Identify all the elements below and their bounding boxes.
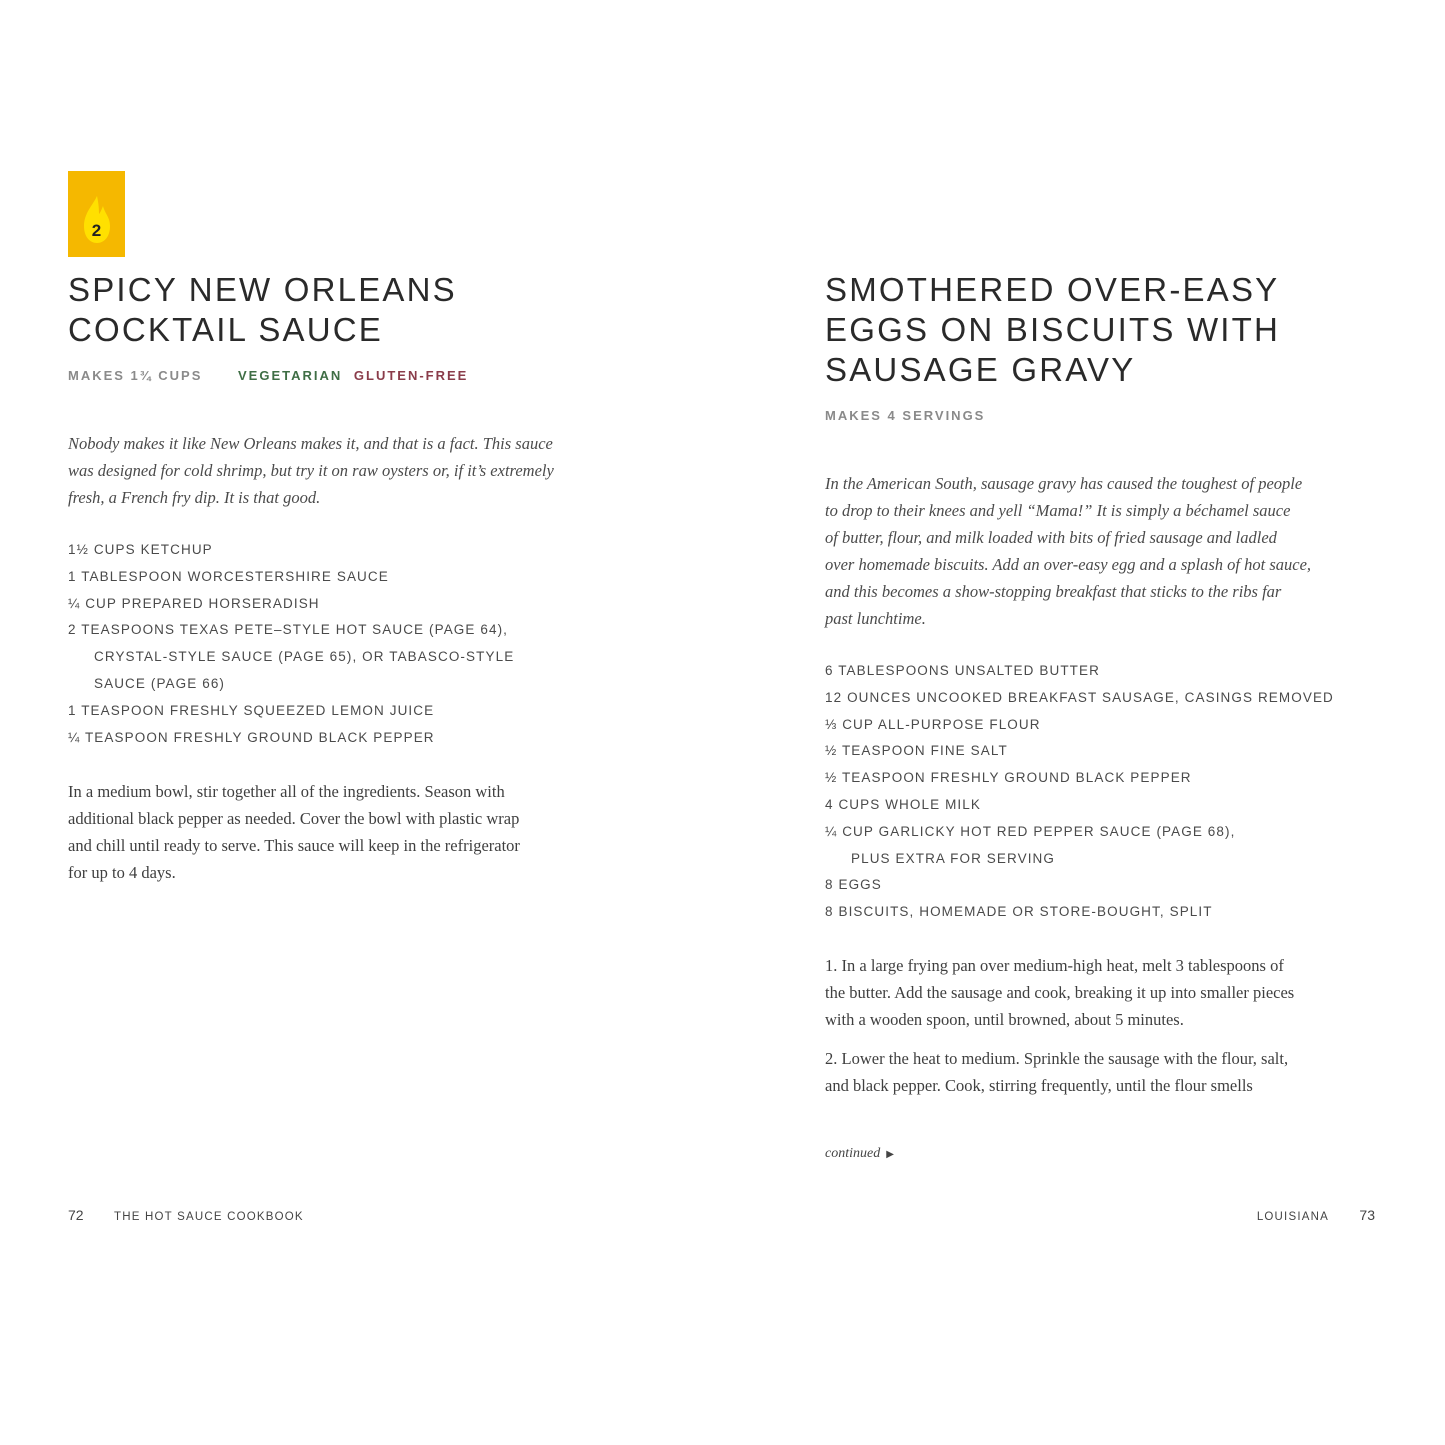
intro-line: fresh, a French fry dip. It is that good. bbox=[68, 488, 321, 507]
ingredient-item: 2 TEASPOONS TEXAS PETE–STYLE HOT SAUCE (PAGE 64), bbox=[68, 622, 509, 638]
intro-line: of butter, flour, and milk loaded with bits of fried sausage and ladled bbox=[825, 528, 1277, 547]
ingredient-item: ¼ CUP PREPARED HORSERADISH bbox=[68, 595, 320, 611]
method-line: with a wooden spoon, until browned, about 5 minutes. bbox=[825, 1010, 1184, 1029]
right-footer bbox=[1257, 1207, 1375, 1225]
ingredient-list bbox=[68, 537, 514, 751]
running-head: THE HOT SAUCE COOKBOOK bbox=[114, 1211, 304, 1223]
ingredient-item: 1½ CUPS KETCHUP bbox=[68, 542, 213, 557]
continued-marker bbox=[825, 1146, 894, 1162]
page-number: 72 bbox=[68, 1207, 84, 1223]
method-line: additional black pepper as needed. Cover the bowl with plastic wrap bbox=[68, 809, 520, 828]
ingredient-item: ½ TEASPOON FINE SALT bbox=[825, 743, 1008, 759]
method-line: the butter. Add the sausage and cook, breaking it up into smaller pieces bbox=[825, 983, 1295, 1002]
ingredient-item-continued: SAUCE (PAGE 66) bbox=[94, 675, 226, 691]
recipe-title bbox=[68, 270, 457, 350]
ingredient-item: 12 OUNCES UNCOOKED BREAKFAST SAUSAGE, CASINGS REMOVED bbox=[825, 689, 1334, 705]
ingredient-item: ½ TEASPOON FRESHLY GROUND BLACK PEPPER bbox=[825, 770, 1192, 786]
ingredient-item: 4 CUPS WHOLE MILK bbox=[825, 796, 981, 812]
running-head: LOUISIANA bbox=[1256, 1211, 1329, 1223]
method-line: and black pepper. Cook, stirring frequently, until the flour smells bbox=[825, 1076, 1253, 1095]
gluten-free-tag: GLUTEN-FREE bbox=[353, 368, 469, 383]
intro-line: In the American South, sausage gravy has caused the toughest of people bbox=[825, 474, 1303, 493]
recipe-intro bbox=[68, 430, 554, 511]
page-number: 73 bbox=[1359, 1207, 1375, 1223]
title-line: SPICY NEW ORLEANS bbox=[68, 271, 457, 308]
ingredient-item: 1 TABLESPOON WORCESTERSHIRE SAUCE bbox=[68, 568, 389, 584]
method-line: In a medium bowl, stir together all of the ingredients. Season with bbox=[68, 782, 505, 801]
recipe-intro bbox=[825, 470, 1311, 632]
ingredient-item: ¼ TEASPOON FRESHLY GROUND BLACK PEPPER bbox=[68, 729, 435, 745]
ingredient-list bbox=[825, 658, 1334, 926]
ingredient-item: 8 EGGS bbox=[825, 877, 882, 893]
recipe-meta bbox=[825, 408, 985, 423]
left-footer bbox=[68, 1207, 304, 1225]
yield-label: MAKES 4 SERVINGS bbox=[825, 408, 986, 423]
ingredient-item-continued: PLUS EXTRA FOR SERVING bbox=[851, 850, 1055, 866]
recipe-meta bbox=[68, 368, 468, 383]
ingredient-item: 8 BISCUITS, HOMEMADE OR STORE-BOUGHT, SPLIT bbox=[825, 904, 1213, 920]
heat-level-badge bbox=[68, 171, 125, 257]
title-line: SAUSAGE GRAVY bbox=[825, 351, 1136, 388]
method-line: 2. Lower the heat to medium. Sprinkle the sausage with the flour, salt, bbox=[825, 1049, 1289, 1068]
ingredient-item: 6 TABLESPOONS UNSALTED BUTTER bbox=[825, 663, 1100, 678]
intro-line: past lunchtime. bbox=[825, 609, 926, 628]
ingredient-item-continued: CRYSTAL-STYLE SAUCE (PAGE 65), OR TABASCO-STYLE bbox=[94, 649, 515, 665]
heat-level-number: 2 bbox=[91, 221, 102, 240]
method-line: and chill until ready to serve. This sauce will keep in the refrigerator bbox=[68, 836, 520, 855]
method-step-2 bbox=[825, 1045, 1288, 1099]
continued-label: continued bbox=[825, 1146, 881, 1161]
right-page bbox=[825, 0, 1385, 1445]
recipe-title bbox=[825, 270, 1280, 390]
intro-line: to drop to their knees and yell “Mama!” It is simply a béchamel sauce bbox=[825, 501, 1291, 520]
ingredient-item: 1 TEASPOON FRESHLY SQUEEZED LEMON JUICE bbox=[68, 702, 435, 718]
method-line: for up to 4 days. bbox=[68, 863, 176, 882]
ingredient-item: ⅓ CUP ALL-PURPOSE FLOUR bbox=[825, 716, 1041, 732]
triangle-right-icon: ▶ bbox=[886, 1149, 894, 1160]
title-line: EGGS ON BISCUITS WITH bbox=[825, 311, 1281, 348]
left-page bbox=[68, 0, 668, 1445]
intro-line: over homemade biscuits. Add an over-easy egg and a splash of hot sauce, bbox=[825, 555, 1312, 574]
yield-label: MAKES 1¾ CUPS bbox=[68, 368, 203, 383]
title-line: COCKTAIL SAUCE bbox=[68, 311, 384, 348]
title-line: SMOTHERED OVER-EASY bbox=[825, 271, 1280, 308]
method-step-1 bbox=[825, 952, 1294, 1033]
intro-line: and this becomes a show-stopping breakfast that sticks to the ribs far bbox=[825, 582, 1282, 601]
ingredient-item: ¼ CUP GARLICKY HOT RED PEPPER SAUCE (PAGE 68), bbox=[825, 823, 1236, 839]
method-paragraph bbox=[68, 778, 520, 886]
vegetarian-tag: VEGETARIAN bbox=[238, 368, 343, 383]
intro-line: Nobody makes it like New Orleans makes it, and that is a fact. This sauce bbox=[68, 434, 553, 453]
method-line: 1. In a large frying pan over medium-high heat, melt 3 tablespoons of bbox=[825, 956, 1284, 975]
intro-line: was designed for cold shrimp, but try it on raw oysters or, if it’s extremely bbox=[68, 461, 554, 480]
